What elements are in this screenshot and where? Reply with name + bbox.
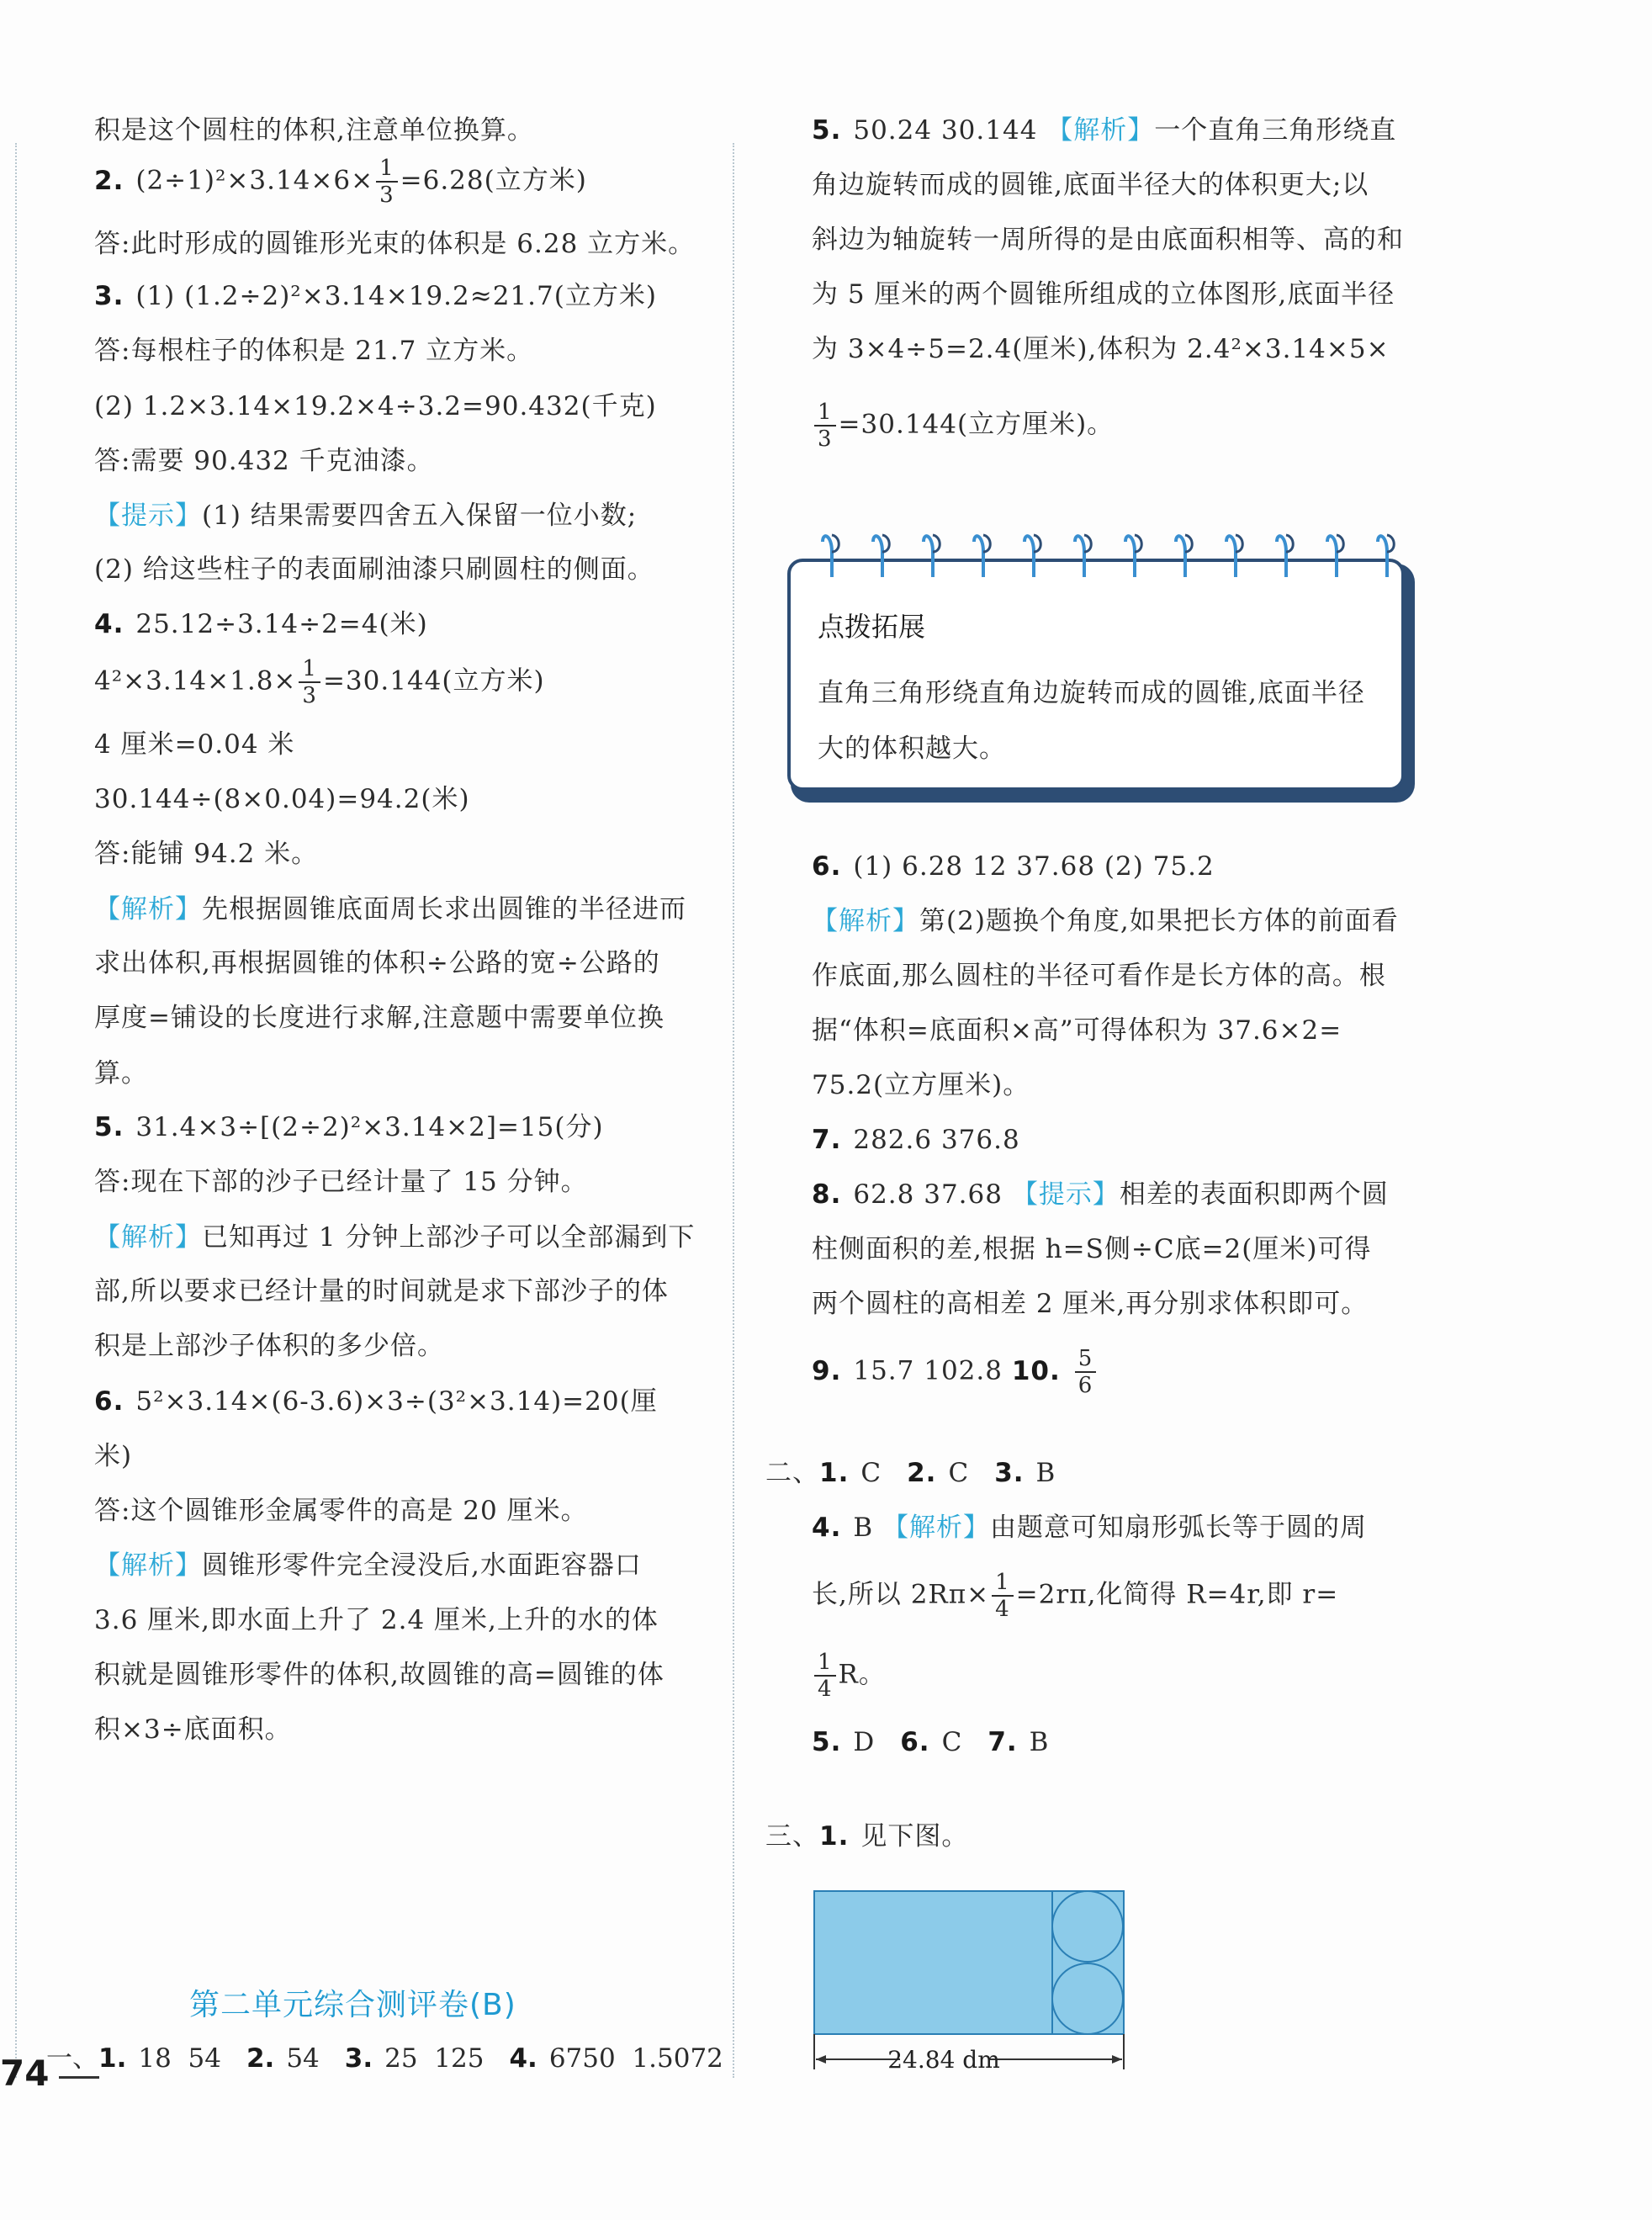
text-line <box>812 1232 1371 1266</box>
spiral-ring <box>821 530 843 579</box>
question-number: 7. <box>812 1125 842 1155</box>
text-line <box>94 499 637 532</box>
line-text: 第(2)题换个角度,如果把长方体的前面看 <box>919 906 1399 936</box>
text-line <box>812 278 1395 311</box>
spiral-ring <box>871 530 893 579</box>
text-line <box>812 959 1386 993</box>
question-number: 4. <box>812 1513 842 1543</box>
fraction <box>376 156 398 208</box>
spiral-ring <box>1376 530 1398 579</box>
line-text: 部,所以要求已经计量的时间就是求下部沙子的体 <box>94 1276 669 1306</box>
section-prefix: 三、 <box>765 1821 819 1852</box>
answer-text: 18 54 <box>138 2043 221 2074</box>
text-line <box>765 1456 1081 1490</box>
text-line <box>94 114 534 147</box>
fraction-denominator: 4 <box>995 1597 1010 1622</box>
tip-box-title: 点拨拓展 <box>818 611 926 643</box>
text-line <box>94 946 660 980</box>
text-line <box>94 1057 148 1090</box>
unit-title: 第二单元综合测评卷(B) <box>189 1988 516 2022</box>
fraction-numerator: 1 <box>376 156 398 183</box>
text-line <box>94 1385 658 1418</box>
line-text: 作底面,那么圆柱的半径可看作是长方体的高。根 <box>812 961 1386 991</box>
question-number: 3. <box>994 1458 1025 1488</box>
text-line <box>94 1549 642 1582</box>
text-line <box>94 893 686 926</box>
fraction-numerator: 1 <box>299 656 320 683</box>
line-text: 4²×3.14×1.8× <box>94 665 297 697</box>
text-line <box>812 223 1404 257</box>
text-line <box>94 1221 695 1254</box>
line-text: =6.28(立方米) <box>400 165 587 196</box>
fraction <box>299 656 320 708</box>
line-text: 答:需要 90.432 千克油漆。 <box>94 446 434 476</box>
line-text: 4 厘米=0.04 米 <box>94 729 295 760</box>
spiral-ring <box>1275 530 1297 579</box>
rectangle-circles-figure <box>807 1884 1136 2078</box>
line-text: =2rπ,化简得 R=4r,即 r= <box>1015 1579 1339 1610</box>
text-line <box>94 1274 669 1308</box>
line-text: (1) 结果需要四舍五入保留一位小数; <box>202 501 638 531</box>
line-text: 据“体积=底面积×高”可得体积为 37.6×2= <box>812 1015 1342 1046</box>
answer-text: C <box>941 1727 963 1757</box>
line-text: 积是这个圆柱的体积,注意单位换算。 <box>94 115 534 146</box>
answer-text: 25 125 <box>384 2043 484 2074</box>
line-text: (2÷1)²×3.14×6× <box>135 165 374 196</box>
text-line <box>94 1658 665 1692</box>
line-text: 厚度=铺设的长度进行求解,注意题中需要单位换 <box>94 1003 665 1033</box>
question-number: 5. <box>812 115 842 146</box>
dimension-arrow-right <box>1112 2055 1122 2064</box>
text-line <box>812 1014 1342 1047</box>
question-number: 2. <box>907 1458 937 1488</box>
text-line <box>94 1001 665 1035</box>
text-line <box>812 400 1114 452</box>
line-text: 柱侧面积的差,根据 h=S侧÷C底=2(厘米)可得 <box>812 1234 1372 1264</box>
question-number: 4. <box>509 2043 537 2074</box>
line-text: 25.12÷3.14÷2=4(米) <box>135 609 428 639</box>
tip-box <box>787 559 1415 803</box>
fraction-denominator: 3 <box>379 183 394 208</box>
line-text: 30.144÷(8×0.04)=94.2(米) <box>94 784 470 814</box>
section-prefix: 一、 <box>46 2043 98 2074</box>
text-line <box>94 656 545 708</box>
text-line <box>812 1511 1367 1544</box>
line-text: (2) 给这些柱子的表面刷油漆只刷圆柱的侧面。 <box>94 554 654 585</box>
text-line <box>94 728 294 761</box>
text-line <box>94 782 470 816</box>
text-line <box>94 607 428 641</box>
note-tag: 【提示】 <box>1011 1179 1120 1210</box>
spiral-ring <box>922 530 944 579</box>
dimension-arrow-left <box>816 2055 826 2064</box>
question-number: 2. <box>94 165 124 196</box>
question-number: 6. <box>94 1386 124 1417</box>
fraction <box>814 1650 836 1702</box>
note-tag: 【解析】 <box>1046 115 1155 146</box>
line-text: =30.144(立方米) <box>322 665 545 697</box>
line-text: 两个圆柱的高相差 2 厘米,再分别求体积即可。 <box>812 1289 1369 1319</box>
line-text: B <box>853 1513 882 1543</box>
fraction-denominator: 3 <box>302 683 317 708</box>
text-line <box>812 1650 886 1702</box>
line-text: 答:能铺 94.2 米。 <box>94 839 319 869</box>
line-text: 50.24 30.144 <box>853 115 1047 146</box>
line-text: 62.8 37.68 <box>853 1179 1012 1210</box>
column-divider <box>733 143 734 2078</box>
fraction-numerator: 5 <box>1075 1346 1097 1373</box>
question-number: 4. <box>94 609 124 639</box>
line-text: 答:每根柱子的体积是 21.7 立方米。 <box>94 336 534 366</box>
text-line <box>812 904 1399 938</box>
line-text: 答:现在下部的沙子已经计量了 15 分钟。 <box>94 1167 588 1197</box>
line-text: 算。 <box>94 1058 148 1089</box>
answer-text: 54 <box>286 2043 320 2074</box>
answer-text: C <box>948 1458 970 1488</box>
figure-circle-bottom <box>1052 1963 1123 2034</box>
text-line <box>812 114 1396 147</box>
question-number: 5. <box>812 1727 842 1757</box>
fraction-numerator: 1 <box>814 400 836 427</box>
text-line <box>812 1068 1030 1102</box>
spiral-ring <box>1326 530 1348 579</box>
question-number: 7. <box>987 1727 1018 1757</box>
answer-text: 6750 1.5072 <box>548 2043 723 2074</box>
line-text: (2) 1.2×3.14×19.2×4÷3.2=90.432(千克) <box>94 391 657 421</box>
text-line <box>94 444 434 478</box>
text-line <box>765 1820 968 1853</box>
line-text: 75.2(立方厘米)。 <box>812 1070 1030 1100</box>
line-text: 15.7 102.8 <box>853 1355 1012 1386</box>
spiral-ring <box>1073 530 1095 579</box>
note-tag: 【解析】 <box>812 906 919 936</box>
line-text: 相差的表面积即两个圆 <box>1119 1179 1389 1210</box>
section-prefix: 二、 <box>765 1458 819 1488</box>
fraction-numerator: 1 <box>814 1650 836 1677</box>
text-line <box>94 1110 604 1144</box>
note-tag: 【解析】 <box>94 1550 202 1581</box>
text-line <box>94 1165 588 1199</box>
line-text: 为 3×4÷5=2.4(厘米),体积为 2.4²×3.14×5× <box>812 334 1390 364</box>
question-number: 10. <box>1011 1355 1061 1386</box>
dimension-label: 24.84 dm <box>887 2046 1000 2074</box>
answer-text: 见下图。 <box>860 1821 969 1852</box>
line-text: 米) <box>94 1441 133 1471</box>
line-text: 5²×3.14×(6-3.6)×3÷(3²×3.14)=20(厘 <box>135 1386 658 1417</box>
spiral-ring <box>972 530 994 579</box>
question-number: 3. <box>94 281 124 311</box>
text-line <box>94 389 657 423</box>
spiral-ring <box>1124 530 1146 579</box>
fraction-denominator: 6 <box>1078 1373 1093 1398</box>
spiral-ring <box>1023 530 1045 579</box>
line-text: 积就是圆锥形零件的体积,故圆锥的高=圆锥的体 <box>94 1660 665 1690</box>
figure-circle-top <box>1052 1891 1123 1962</box>
text-line <box>94 1603 659 1637</box>
left-margin-divider <box>15 143 17 2078</box>
answer-text: B <box>1035 1458 1056 1488</box>
text-line <box>812 168 1369 202</box>
answer-text: C <box>860 1458 882 1488</box>
tip-box-line: 直角三角形绕直角边旋转而成的圆锥,底面半径 <box>818 678 1365 708</box>
text-line <box>94 334 533 368</box>
tip-box-frame <box>787 559 1405 791</box>
line-text: 斜边为轴旋转一周所得的是由底面积相等、高的和 <box>812 225 1404 255</box>
spiral-ring <box>1225 530 1247 579</box>
line-text: R。 <box>838 1659 886 1690</box>
fraction <box>1075 1346 1097 1398</box>
text-line <box>812 1725 1074 1759</box>
line-text: 圆锥形零件完全浸没后,水面距容器口 <box>202 1550 642 1581</box>
text-line <box>94 1494 588 1528</box>
line-text: 求出体积,再根据圆锥的体积÷公路的宽÷公路的 <box>94 948 660 978</box>
text-line <box>812 332 1390 366</box>
line-text: 先根据圆锥底面周长求出圆锥的半径进而 <box>202 894 686 925</box>
question-number: 1. <box>819 1458 850 1488</box>
note-tag: 【解析】 <box>94 1222 202 1253</box>
line-text: (1) (1.2÷2)²×3.14×19.2≈21.7(立方米) <box>135 281 657 311</box>
fraction-denominator: 4 <box>818 1677 833 1702</box>
note-tag: 【解析】 <box>94 894 202 925</box>
line-text: 积×3÷底面积。 <box>94 1714 292 1745</box>
text-line <box>94 227 695 261</box>
question-number: 2. <box>246 2043 275 2074</box>
line-text: 答:此时形成的圆锥形光束的体积是 6.28 立方米。 <box>94 229 696 259</box>
text-line <box>812 1123 1020 1157</box>
text-line <box>812 1346 1099 1398</box>
line-text: 已知再过 1 分钟上部沙子可以全部漏到下 <box>202 1222 696 1253</box>
answer-text: B <box>1029 1727 1050 1757</box>
fraction <box>814 400 836 452</box>
text-line <box>812 850 1215 883</box>
line-text: 答:这个圆锥形金属零件的高是 20 厘米。 <box>94 1496 588 1526</box>
answer-text: D <box>853 1727 876 1757</box>
text-line <box>812 1178 1389 1211</box>
note-tag: 【解析】 <box>882 1513 990 1543</box>
text-line <box>812 1570 1338 1622</box>
note-tag: 【提示】 <box>94 501 202 531</box>
fraction-numerator: 1 <box>992 1570 1014 1597</box>
line-text: 一个直角三角形绕直 <box>1154 115 1397 146</box>
text-line <box>94 1439 132 1473</box>
spiral-ring <box>1174 530 1196 579</box>
text-line <box>94 1329 444 1363</box>
page-number-dash <box>59 2076 99 2079</box>
tip-box-line: 大的体积越大。 <box>818 734 1006 764</box>
text-line <box>94 553 654 586</box>
text-line <box>94 156 587 208</box>
question-number: 1. <box>819 1821 850 1852</box>
text-line <box>94 1713 292 1746</box>
fraction <box>992 1570 1014 1622</box>
text-line <box>812 1287 1368 1321</box>
section-one-answers <box>46 2042 749 2075</box>
line-text: 积是上部沙子体积的多少倍。 <box>94 1331 444 1361</box>
line-text: =30.144(立方厘米)。 <box>838 409 1115 440</box>
question-number: 6. <box>900 1727 930 1757</box>
page-number: 74 <box>0 2053 50 2094</box>
line-text: 为 5 厘米的两个圆锥所组成的立体图形,底面半径 <box>812 279 1395 310</box>
line-text: 3.6 厘米,即水面上升了 2.4 厘米,上升的水的体 <box>94 1605 659 1635</box>
question-number: 3. <box>344 2043 373 2074</box>
line-text: 角边旋转而成的圆锥,底面半径大的体积更大;以 <box>812 170 1369 200</box>
question-number: 1. <box>98 2043 127 2074</box>
question-number: 9. <box>812 1355 842 1386</box>
line-text: 282.6 376.8 <box>853 1125 1020 1155</box>
line-text: 长,所以 2Rπ× <box>812 1579 990 1610</box>
fraction-denominator: 3 <box>818 427 833 452</box>
line-text: 31.4×3÷[(2÷2)²×3.14×2]=15(分) <box>135 1112 604 1142</box>
question-number: 8. <box>812 1179 842 1210</box>
text-line <box>94 279 657 313</box>
line-text: (1) 6.28 12 37.68 (2) 75.2 <box>853 851 1215 882</box>
question-number: 6. <box>812 851 842 882</box>
line-text: 由题意可知扇形弧长等于圆的周 <box>990 1513 1367 1543</box>
question-number: 5. <box>94 1112 124 1142</box>
text-line <box>94 837 318 871</box>
